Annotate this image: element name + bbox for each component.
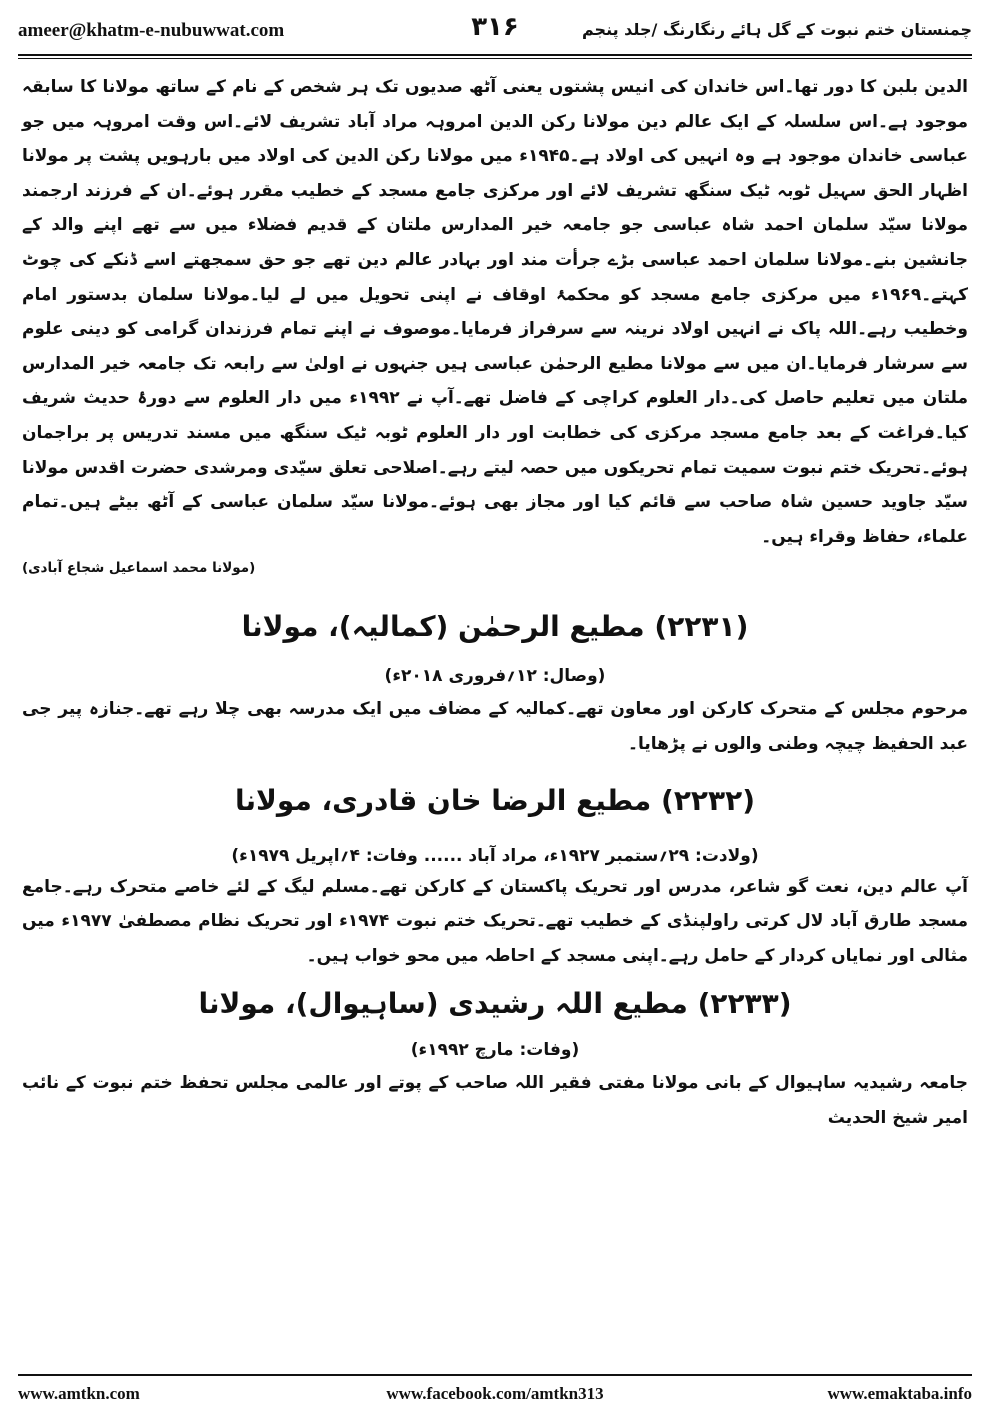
entry-subtitle: (وصال: ۱۲؍فروری ۲۰۱۸ء)	[384, 666, 606, 687]
entry-body: آپ عالم دین، نعت گو شاعر، مدرس اور تحریک پاکستان کے کارکن تھے۔مسلم لیگ کے لئے خاصے متحرک رہے۔جامع مسجد طارق آباد لال کرتی راولپنڈی کے خطیب تھے۔تحریک ختم نبوت ۱۹۷۴ء اور تحریک نظام مصطفیٰ ۱۹۷۷ء میں مثالی اور نمایاں کردار کے حامل رہے۔اپنی مسجد کے احاطہ میں محو خواب ہیں۔	[22, 876, 968, 966]
author-credit: (مولانا محمد اسماعیل شجاع آبادی)	[22, 560, 256, 577]
intro-paragraph: الدین بلبن کا دور تھا۔اس خاندان کی انیس پشتوں یعنی آٹھ صدیوں تک ہر شخص کے نام کے ساتھ مولانا کا سابقہ موجود ہے۔اس سلسلہ کے ایک عالم دین مولانا رکن الدین امروہہ مراد آباد تشریف لائے۔اس وقت امروہہ میں جو عباسی خاندان موجود ہے وہ انہیں کی اولاد ہے۔۱۹۴۵ء میں مولانا رکن الدین کی اولاد میں بارہویں پشت پر مولانا اظہار الحق سہیل ٹوبہ ٹیک سنگھ تشریف لائے اور مرکزی جامع مسجد کے خطیب مقرر ہوئے۔ان کے فرزند ارجمند مولانا سیّد سلمان احمد شاہ عباسی جو جامعہ خیر المدارس ملتان کے قدیم فضلاء میں سے تھے اپنے والد کے جانشین بنے۔مولانا سلمان احمد عباسی بڑے جرأت مند اور بہادر عالم دین تھے جو حق سمجھتے اسے ڈنکے کی چوٹ کہتے۔۱۹۶۹ء میں مرکزی جامع مسجد کو محکمۂ اوقاف نے اپنی تحویل میں لے لیا۔مولانا سلمان بدستور امام وخطیب رہے۔اللہ پاک نے انہیں اولاد نرینہ سے سرفراز فرمایا۔موصوف نے اپنے تمام فرزندان گرامی کو دینی علوم سے سرشار فرمایا۔ان میں سے مولانا مطیع الرحمٰن عباسی ہیں جنہوں نے اولیٰ سے رابعہ تک جامعہ خیر المدارس ملتان میں تعلیم حاصل کی۔دار العلوم کراچی کے فاضل تھے۔آپ نے ۱۹۹۲ء میں دار العلوم سے دورۂ حدیث شریف کیا۔فراغت کے بعد جامع مسجد مرکزی کی خطابت اور دار العلوم ٹوبہ ٹیک سنگھ میں مسند تدریس پر براجمان ہوئے۔تحریک ختم نبوت سمیت تمام تحریکوں میں حصہ لیتے رہے۔اصلاحی تعلق سیّدی ومرشدی حضرت اقدس مولانا سیّد جاوید حسین شاہ صاحب سے قائم کیا اور مجاز بھی ہوئے۔مولانا سیّد سلمان عباسی کے آٹھ بیٹے ہیں۔تمام علماء، حفاظ وقراء ہیں۔	[22, 77, 968, 547]
footer-link-facebook[interactable]: www.facebook.com/amtkn313	[386, 1384, 604, 1403]
book-title: چمنستان ختم نبوت کے گل ہائے رنگارنگ /جلد پنجم	[581, 20, 972, 39]
header-divider-thin	[18, 58, 972, 59]
entry-subtitle: (وفات: مارچ ۱۹۹۲ء)	[410, 1040, 580, 1061]
page-header	[18, 10, 972, 54]
entry-body: مرحوم مجلس کے متحرک کارکن اور معاون تھے۔کمالیہ کے مضاف میں ایک مدرسہ بھی چلا رہے تھے۔جنازہ پیر جی عبد الحفیظ چیچہ وطنی والوں نے پڑھایا۔	[22, 699, 968, 754]
header-email[interactable]: ameer@khatm-e-nubuwwat.com	[18, 20, 285, 41]
entry-subtitle: (ولادت: ۲۹؍ستمبر ۱۹۲۷ء، مراد آباد ...... وفات: ۴؍اپریل ۱۹۷۹ء)	[231, 845, 759, 866]
entry-title: (۲۲۳۱) مطیع الرحمٰن (کمالیہ)، مولانا	[241, 610, 749, 644]
page-content	[22, 70, 968, 1370]
page-footer	[18, 1384, 972, 1410]
entry-title: (۲۲۳۲) مطیع الرضا خان قادری، مولانا	[235, 783, 755, 817]
entry-title: (۲۲۳۳) مطیع اللہ رشیدی (ساہیوال)، مولانا	[198, 987, 792, 1021]
footer-link-emaktaba[interactable]: www.emaktaba.info	[827, 1384, 972, 1403]
entry-body: جامعہ رشیدیہ ساہیوال کے بانی مولانا مفتی فقیر اللہ صاحب کے پوتے اور عالمی مجلس تحفظ ختم نبوت کے نائب امیر شیخ الحدیث	[22, 1073, 968, 1128]
footer-divider	[18, 1374, 972, 1376]
page-number: ۳۱۶	[471, 12, 519, 42]
footer-link-amtkn[interactable]: www.amtkn.com	[18, 1384, 140, 1403]
header-divider	[18, 54, 972, 56]
